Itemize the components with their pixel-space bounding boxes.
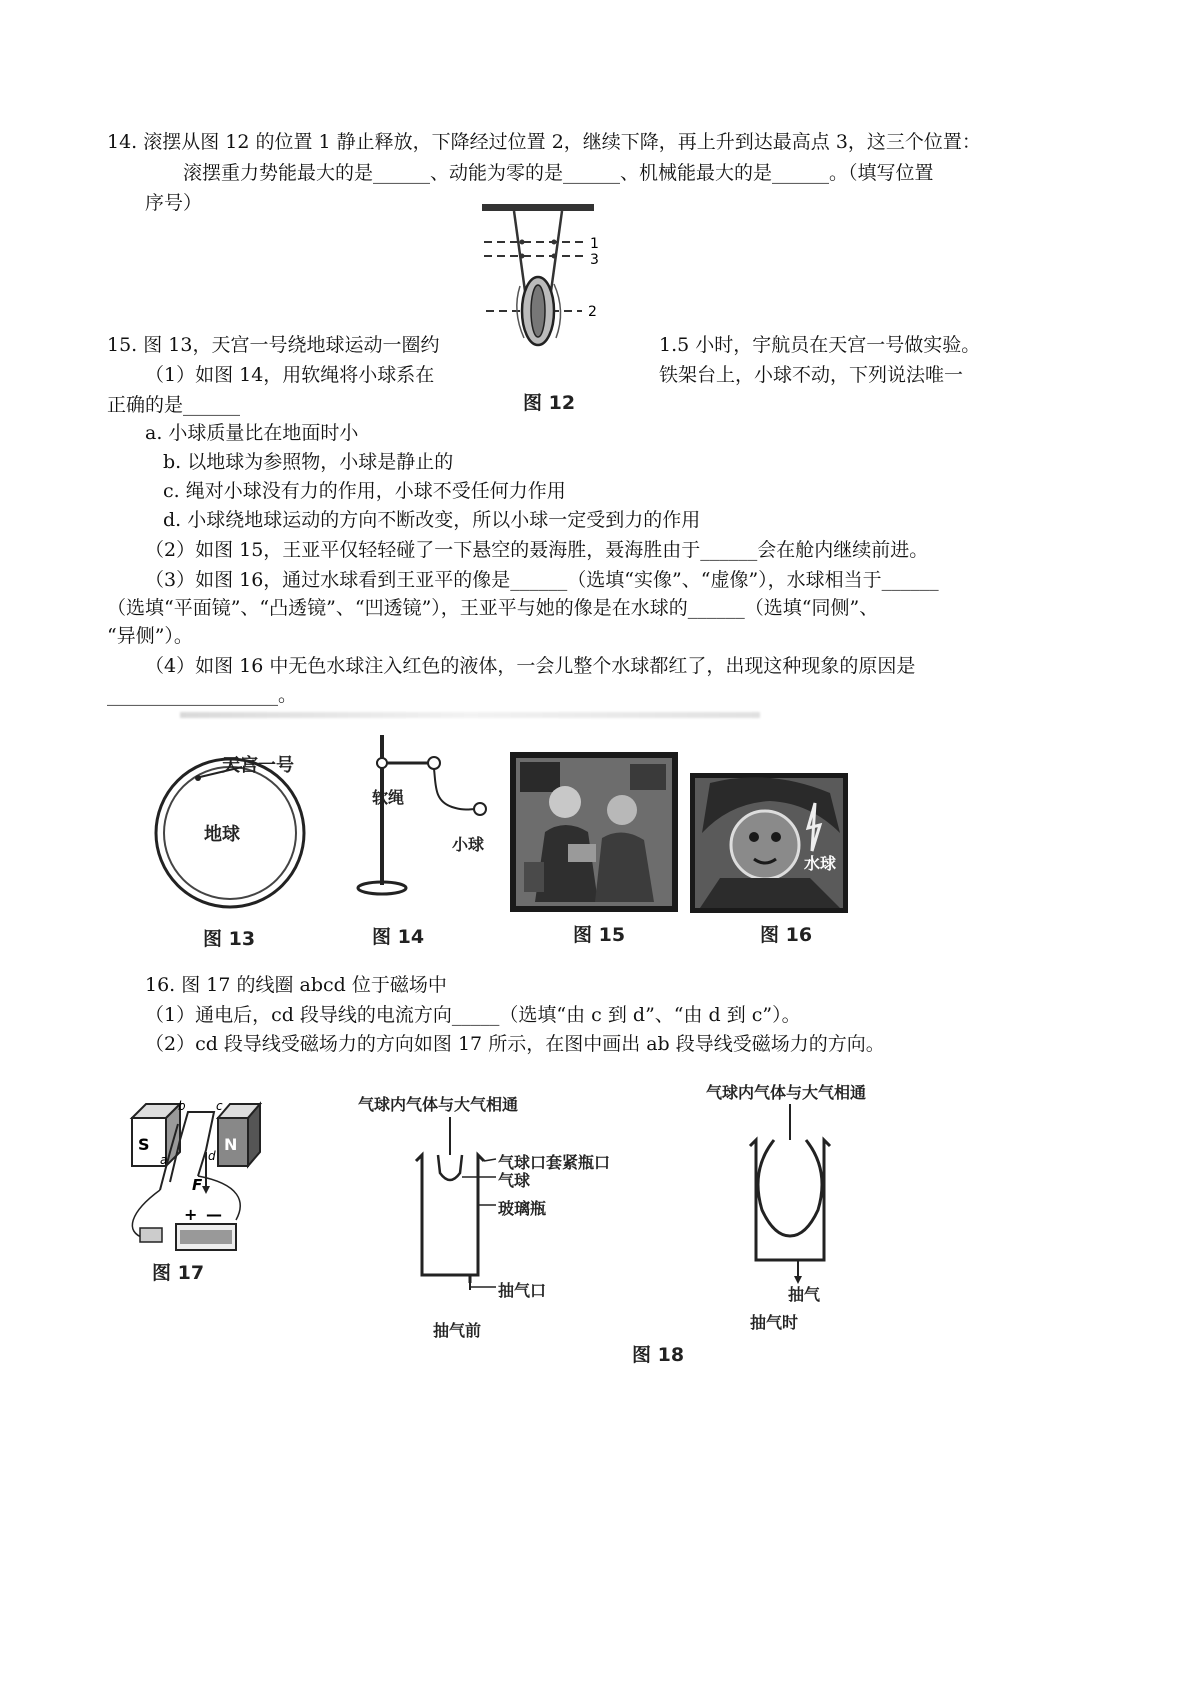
q16-part2: （2）cd 段导线受磁场力的方向如图 17 所示，在图中画出 ab 段导线受磁场力的方向。	[145, 1033, 885, 1055]
fig14-stand-figure	[352, 725, 502, 915]
q14-line3: 序号）	[145, 192, 203, 214]
fig17-F-label: F	[192, 1176, 203, 1194]
q15-line2b: 铁架台上，小球不动，下列说法唯一	[659, 364, 964, 386]
fig18-left-top-label: 气球内气体与大气相通	[358, 1095, 519, 1114]
q15-option-d: d. 小球绕地球运动的方向不断改变，所以小球一定受到力的作用	[163, 509, 701, 531]
fig14-label-rope: 软绳	[372, 788, 405, 807]
fig13-orbit-figure	[150, 745, 350, 925]
fig16-caption: 图 16	[760, 924, 813, 946]
fig17-a-label: a	[160, 1153, 168, 1167]
q15-part3-c: “异侧”）。	[107, 625, 193, 647]
fig17-caption: 图 17	[152, 1262, 205, 1284]
q14-line1: 14. 滚摆从图 12 的位置 1 静止释放，下降经过位置 2，继续下降，再上升到达最高点 3，这三个位置：	[107, 131, 981, 153]
q15-part3-b: （选填“平面镜”、“凸透镜”、“凹透镜”），王亚平与她的像是在水球的______（选填“同侧”、	[107, 597, 879, 619]
scan-artifact	[180, 712, 760, 718]
q15-line1b: 1.5 小时，宇航员在天宫一号做实验。	[659, 334, 981, 356]
q15-part3-a: （3）如图 16，通过水球看到王亚平的像是______（选填“实像”、“虚像”），水球相当于______	[145, 569, 939, 591]
fig17-b-label: b	[178, 1099, 186, 1113]
q15-part2: （2）如图 15，王亚平仅轻轻碰了一下悬空的聂海胜，聂海胜由于______会在舱内继续前进。	[145, 539, 929, 561]
fig15-photo	[510, 752, 678, 912]
fig16-photo	[690, 773, 848, 913]
fig17-S-label: S	[138, 1135, 150, 1154]
fig18-label-jar: 玻璃瓶	[498, 1199, 547, 1218]
fig18-right-caption: 抽气时	[750, 1313, 799, 1332]
q15-option-c: c. 绳对小球没有力的作用，小球不受任何力作用	[163, 480, 566, 502]
fig14-label-ball: 小球	[452, 835, 485, 854]
fig18-label-mouth: 气球口套紧瓶口	[498, 1153, 611, 1172]
fig18-caption: 图 18	[632, 1344, 685, 1366]
fig12-mark-3: 3	[590, 252, 599, 268]
q14-line2: 滚摆重力势能最大的是______、动能为零的是______、机械能最大的是______。（填写位置	[183, 162, 934, 184]
fig12-mark-1: 1	[590, 236, 599, 252]
fig18-right-top-label: 气球内气体与大气相通	[706, 1083, 867, 1102]
fig17-coil-figure	[120, 1092, 270, 1260]
q15-line1a: 15. 图 13，天宫一号绕地球运动一圈约	[107, 334, 440, 356]
q15-line2a: （1）如图 14，用软绳将小球系在	[145, 364, 435, 386]
q16-part1: （1）通电后，cd 段导线的电流方向_____（选填“由 c 到 d”、“由 d 到 c”）。	[145, 1004, 801, 1026]
fig17-d-label: d	[208, 1149, 216, 1163]
q16-line1: 16. 图 17 的线圈 abcd 位于磁场中	[145, 974, 447, 996]
fig17-c-label: c	[216, 1099, 223, 1113]
q15-option-a: a. 小球质量比在地面时小	[145, 422, 359, 444]
q15-part4-b: __________________。	[107, 684, 298, 706]
fig15-caption: 图 15	[573, 924, 626, 946]
fig18-during-figure	[740, 1100, 860, 1300]
fig16-label-waterball: 水球	[804, 854, 837, 873]
q15-line3: 正确的是______	[107, 394, 241, 416]
fig17-N-label: N	[224, 1135, 238, 1154]
fig18-label-outlet: 抽气口	[498, 1281, 547, 1300]
fig17-plus-label: +	[184, 1205, 198, 1224]
fig13-label-earth: 地球	[204, 824, 240, 845]
fig18-left-caption: 抽气前	[433, 1321, 482, 1340]
fig12-mark-2: 2	[588, 304, 597, 320]
q15-part4-a: （4）如图 16 中无色水球注入红色的液体，一会儿整个水球都红了，出现这种现象的原因是	[145, 655, 916, 677]
fig13-caption: 图 13	[203, 928, 256, 950]
fig13-label-station: 天宫一号	[222, 755, 294, 776]
fig18-label-balloon: 气球	[498, 1171, 531, 1190]
q15-option-b: b. 以地球为参照物，小球是静止的	[163, 451, 454, 473]
fig17-minus-label: —	[206, 1205, 222, 1224]
fig12-caption: 图 12	[523, 392, 576, 414]
fig18-label-pump: 抽气	[788, 1285, 821, 1304]
fig14-caption: 图 14	[372, 926, 425, 948]
fig12-pendulum-figure	[476, 198, 606, 418]
